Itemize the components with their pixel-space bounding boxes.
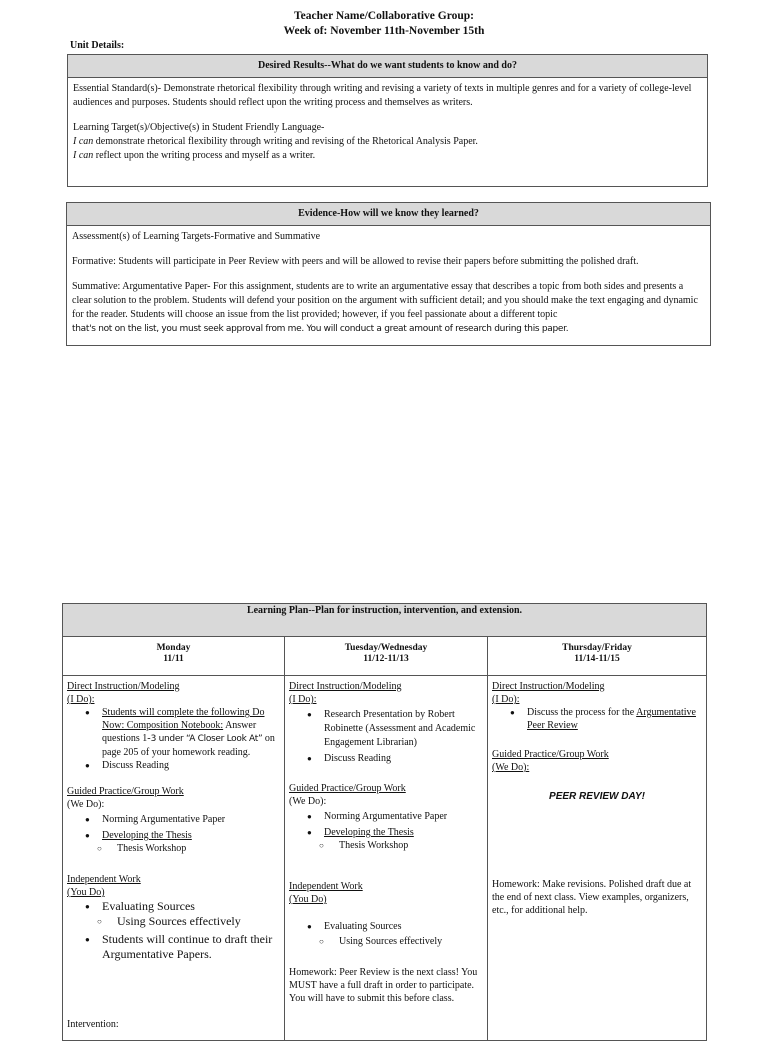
- evidence-box: [66, 202, 711, 346]
- thursday-homework: Homework: Make revisions. Polished draft due at the end of next class. View examples, organizers, etc., for additional help.: [492, 879, 692, 916]
- day-date: 11/11: [163, 654, 184, 664]
- day-name: Monday: [156, 643, 191, 653]
- unit-details-label: Unit Details:: [70, 40, 125, 51]
- list-item: ● Research Presentation by Robert Robinette (Assessment and Academic Engagement Librarian): [307, 708, 483, 750]
- you-do-label: (You Do): [67, 887, 105, 898]
- independent-work-heading: Independent Work: [289, 881, 363, 892]
- day-header-thursday-friday: [488, 637, 707, 676]
- summative-text-end: [72, 322, 705, 336]
- learning-plan-title: Learning Plan--Plan for instruction, intervention, and extension.: [63, 604, 707, 637]
- monday-independent-list: [67, 899, 280, 914]
- do-now-closer-look: 3 under “A Closer Look At”: [150, 734, 263, 744]
- we-do-label: (We Do):: [289, 796, 327, 807]
- i-do-label: (I Do):: [67, 694, 95, 705]
- i-can-1: I can: [73, 136, 94, 147]
- direct-instruction-heading: Direct Instruction/Modeling: [289, 681, 402, 692]
- desired-results-body: [68, 78, 707, 167]
- monday-independent-sublist: [67, 914, 280, 929]
- tuesday-independent-sublist: [289, 935, 483, 948]
- learning-target-2: [73, 149, 702, 163]
- monday-direct-list: [67, 706, 280, 772]
- day-name: Thursday/Friday: [562, 643, 632, 653]
- independent-work-heading: Independent Work: [67, 874, 141, 885]
- desired-results-title: Desired Results--What do we want students to know and do?: [68, 55, 707, 78]
- list-item: ○ Using Sources effectively: [97, 914, 280, 929]
- learning-target-1: [73, 135, 702, 149]
- list-item: ● Discuss Reading: [85, 759, 280, 772]
- i-can-2: I can: [73, 150, 94, 161]
- tuesday-guided-sublist: [289, 839, 483, 852]
- list-item: ● Developing the Thesis: [307, 826, 483, 839]
- header-teacher-line: Teacher Name/Collaborative Group:: [294, 10, 474, 22]
- tuesday-direct-list: [289, 708, 483, 766]
- list-item: ● Norming Argumentative Paper: [85, 813, 280, 826]
- day-header-monday: [63, 637, 285, 676]
- list-item: ● Evaluating Sources: [307, 920, 483, 933]
- list-item: [510, 706, 702, 732]
- essential-standard: Essential Standard(s)- Demonstrate rhetorical flexibility through writing and revising a variety of texts in multiple genres and for a variety of college-level audiences and purposes. Students should reflect upon the writing process and themselves as writers.: [73, 83, 692, 108]
- summative-text: Summative: Argumentative Paper- For this assignment, students are to write an argumentative essay that describes a topic from both sides and presents a clear solution to the problem. Students will defend your position on the argument with sufficient detail; and you should make the text engaging and dynamic for the reader. Students will choose an issue from the list provided; however, if you feel passionate about a different topic: [72, 281, 698, 320]
- we-do-label: (We Do):: [492, 762, 530, 773]
- list-item: ● Students will continue to draft their Argumentative Papers.: [85, 932, 280, 962]
- monday-independent-list-2: [67, 932, 280, 962]
- summative-end: that's not on the list, you must seek approval from me. You will conduct a great amount of research during this paper.: [72, 324, 569, 334]
- guided-practice-heading: Guided Practice/Group Work: [289, 783, 406, 794]
- evidence-body: [67, 226, 710, 340]
- guided-practice-heading: Guided Practice/Group Work: [492, 749, 609, 760]
- day-name: Tuesday/Wednesday: [344, 643, 428, 653]
- learning-plan-table: [62, 603, 707, 1041]
- day-date: 11/12-11/13: [363, 654, 409, 664]
- discuss-process-text: Discuss the process for the: [527, 707, 637, 718]
- tuesday-guided-list: [289, 810, 483, 839]
- you-do-label: (You Do): [289, 894, 327, 905]
- direct-instruction-heading: Direct Instruction/Modeling: [492, 681, 605, 692]
- guided-practice-heading: Guided Practice/Group Work: [67, 786, 184, 797]
- learning-target-label: Learning Target(s)/Objective(s) in Student Friendly Language-: [73, 122, 325, 133]
- do-now-answer: Answer questions 1-: [102, 720, 257, 744]
- list-item: ● Evaluating Sources: [85, 899, 280, 914]
- list-item: [85, 706, 280, 759]
- header-week-line: Week of: November 11th-November 15th: [283, 25, 485, 37]
- list-item: ○ Thesis Workshop: [319, 839, 483, 852]
- peer-review-day: PEER REVIEW DAY!: [549, 791, 645, 802]
- i-do-label: (I Do):: [492, 694, 520, 705]
- intervention-label: Intervention:: [67, 1019, 119, 1030]
- assessment-label: Assessment(s) of Learning Targets-Formative and Summative: [72, 231, 321, 242]
- thursday-friday-cell: [488, 676, 707, 1041]
- list-item: ○ Thesis Workshop: [97, 842, 280, 855]
- day-date: 11/14-11/15: [574, 654, 620, 664]
- list-item: ○ Using Sources effectively: [319, 935, 483, 948]
- monday-guided-list: [67, 813, 280, 842]
- desired-results-box: [67, 54, 708, 187]
- list-item: ● Norming Argumentative Paper: [307, 810, 483, 823]
- monday-cell: [63, 676, 285, 1041]
- thursday-direct-list: [492, 706, 702, 732]
- list-item: ● Discuss Reading: [307, 752, 483, 766]
- tuesday-wednesday-cell: [285, 676, 488, 1041]
- evidence-title: Evidence-How will we know they learned?: [67, 203, 710, 226]
- tuesday-independent-list: [289, 920, 483, 933]
- argumentative-peer-review-link: Argumentative Peer Review: [527, 707, 696, 731]
- direct-instruction-heading: Direct Instruction/Modeling: [67, 681, 180, 692]
- formative-text: Formative: Students will participate in Peer Review with peers and will be allowed to revise their papers before submitting the polished draft.: [72, 256, 639, 267]
- we-do-label: (We Do):: [67, 799, 105, 810]
- do-now-page: on page 205 of your homework reading.: [102, 733, 275, 758]
- list-item: ● Developing the Thesis: [85, 829, 280, 842]
- learning-target-1-text: demonstrate rhetorical flexibility through writing and revising of the Rhetorical Analysis Paper.: [93, 136, 478, 147]
- tuesday-homework: Homework: Peer Review is the next class! You MUST have a full draft in order to participate. You will have to submit this before class.: [289, 967, 478, 1004]
- learning-target-2-text: reflect upon the writing process and myself as a writer.: [93, 150, 316, 161]
- day-header-tuesday-wednesday: [285, 637, 488, 676]
- i-do-label: (I Do):: [289, 694, 317, 705]
- monday-guided-sublist: [67, 842, 280, 855]
- do-now-prompt: Students will complete the following Do Now: Composition Notebook:: [102, 707, 265, 731]
